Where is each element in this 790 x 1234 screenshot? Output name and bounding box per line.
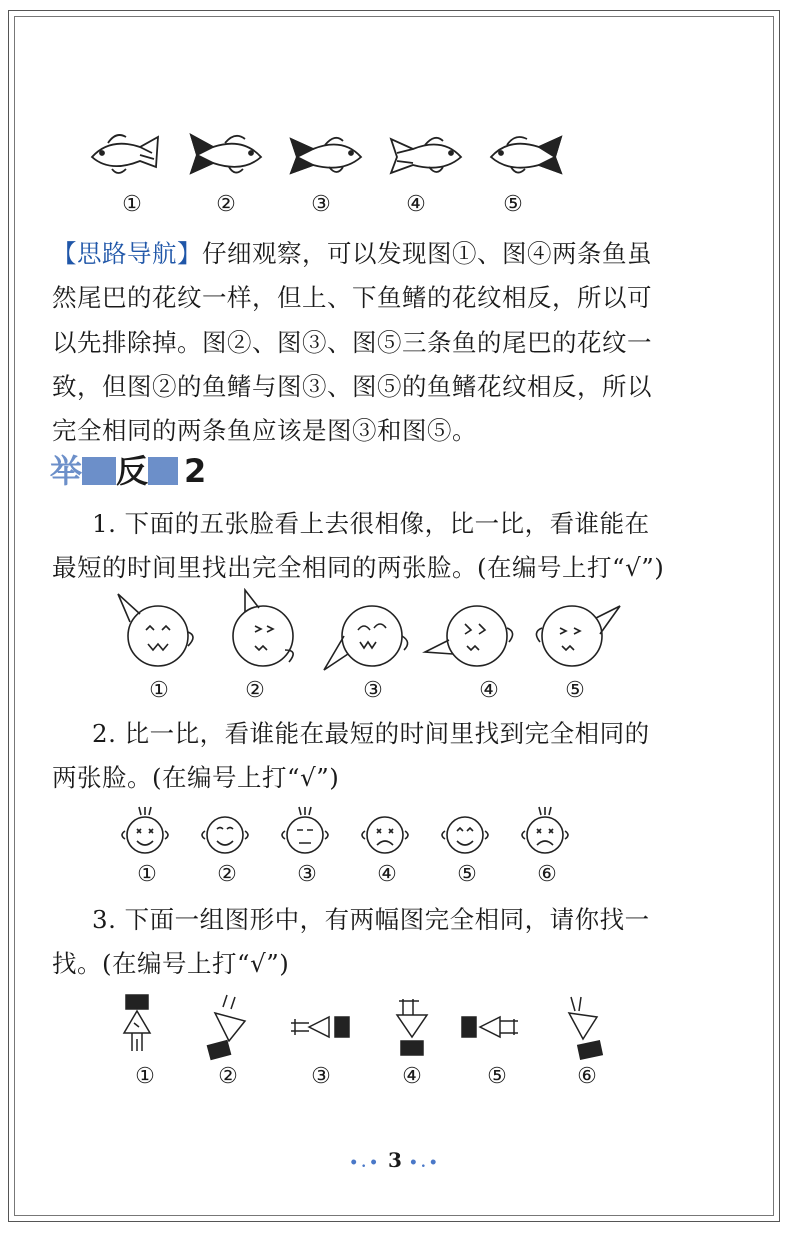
- fish-4: [391, 138, 461, 173]
- faces-set-1: [110, 588, 630, 678]
- shape-6: [569, 997, 602, 1059]
- face-2-5: [442, 817, 488, 853]
- guide-tag: 【思路导航】: [52, 239, 202, 268]
- shapes-set-3: [110, 993, 630, 1063]
- shape-3: [291, 1017, 349, 1037]
- q2-label[interactable]: ⑥: [537, 862, 557, 887]
- face-2-6: [522, 807, 568, 853]
- guide-text: 仔细观察，可以发现图①、图④两条鱼虽然尾巴的花纹一样，但上、下鱼鳍的花纹相反，所以可以先排除掉。图②、图③、图⑤三条鱼的尾巴的花纹一致，但图②的鱼鳍与图③、图⑤的鱼鳍花纹相反，所以完全相同的两条鱼应该是图③和图⑤。: [52, 239, 652, 446]
- face-2-3: [282, 807, 328, 853]
- section-char-4: 三: [148, 457, 178, 485]
- guide-paragraph: [52, 232, 652, 453]
- shape-2: [208, 995, 245, 1059]
- fish-figure-row: [80, 125, 580, 185]
- q2-label[interactable]: ④: [377, 862, 397, 887]
- q3-label[interactable]: ⑤: [487, 1064, 507, 1089]
- decorative-dots-left: •.•: [349, 1155, 382, 1171]
- fish-1: [92, 135, 158, 173]
- fish-label[interactable]: ②: [216, 192, 236, 217]
- decorative-dots-right: •.•: [408, 1155, 441, 1171]
- face-2-2: [202, 817, 248, 853]
- section-char-2: 一: [82, 457, 116, 485]
- question-3-text: 3. 下面一组图形中，有两幅图完全相同，请你找一找。(在编号上打“√”): [52, 905, 650, 978]
- q3-label[interactable]: ②: [218, 1064, 238, 1089]
- faces-set-2: [115, 803, 585, 863]
- face-1-1: [118, 594, 193, 666]
- fish-2: [191, 135, 261, 173]
- q3-label[interactable]: ⑥: [577, 1064, 597, 1089]
- q1-label[interactable]: ④: [479, 678, 499, 703]
- question-1-text: 1. 下面的五张脸看上去很相像，比一比，看谁能在最短的时间里找出完全相同的两张脸。(在编号上打“√”): [52, 509, 665, 582]
- q1-label[interactable]: ③: [363, 678, 383, 703]
- face-2-4: [362, 817, 408, 853]
- fish-5: [491, 137, 561, 173]
- shape-1: [124, 995, 150, 1051]
- face-1-4: [425, 606, 513, 666]
- section-number: 2: [184, 452, 207, 490]
- page-number: 3: [388, 1148, 402, 1172]
- face-1-5: [536, 606, 620, 666]
- question-2-text: 2. 比一比，看谁能在最短的时间里找到完全相同的两张脸。(在编号上打“√”): [52, 719, 650, 792]
- section-char-3: 反: [116, 452, 149, 490]
- fish-label[interactable]: ③: [311, 192, 331, 217]
- q3-label[interactable]: ④: [402, 1064, 422, 1089]
- q1-label[interactable]: ②: [245, 678, 265, 703]
- section-header: [50, 450, 206, 492]
- fish-label[interactable]: ⑤: [503, 192, 523, 217]
- q2-label[interactable]: ⑤: [457, 862, 477, 887]
- q3-label[interactable]: ①: [135, 1064, 155, 1089]
- q3-label[interactable]: ③: [311, 1064, 331, 1089]
- q2-label[interactable]: ②: [217, 862, 237, 887]
- face-1-2: [233, 590, 293, 666]
- face-2-1: [122, 807, 168, 853]
- q2-label[interactable]: ①: [137, 862, 157, 887]
- q1-label[interactable]: ①: [149, 678, 169, 703]
- page-number-area: [0, 1148, 790, 1172]
- shape-4: [397, 999, 427, 1055]
- q2-label[interactable]: ③: [297, 862, 317, 887]
- fish-3: [291, 138, 361, 173]
- q1-label[interactable]: ⑤: [565, 678, 585, 703]
- fish-label[interactable]: ④: [406, 192, 426, 217]
- shape-5: [462, 1017, 518, 1037]
- face-1-3: [324, 606, 408, 670]
- fish-label[interactable]: ①: [122, 192, 142, 217]
- section-char-1: 举: [50, 452, 83, 490]
